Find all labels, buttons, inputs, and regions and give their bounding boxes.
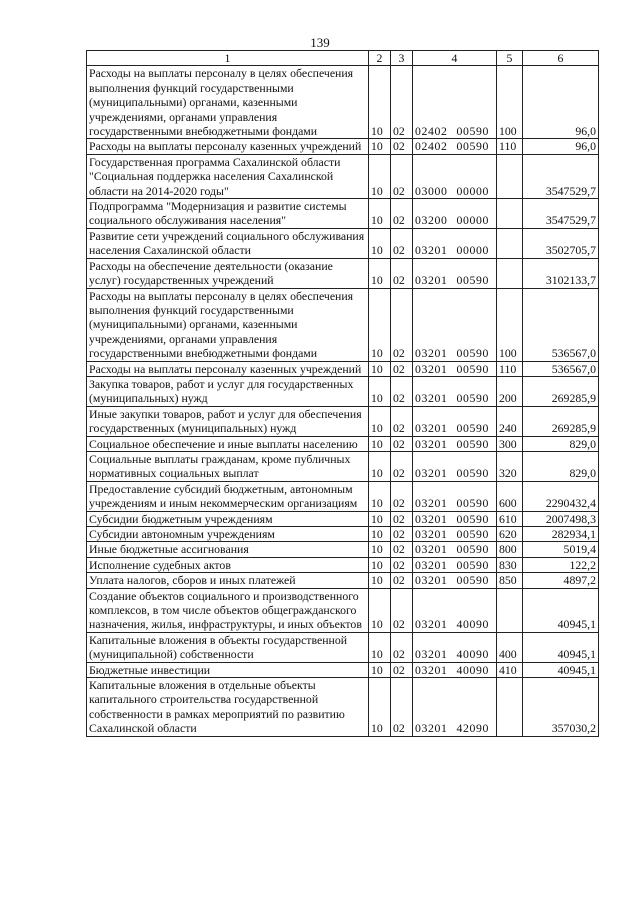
target-code-program: 03201 (415, 542, 448, 557)
amount-cell: 269285,9 (523, 376, 599, 406)
target-code-cell (413, 361, 497, 376)
table-row (87, 288, 599, 361)
subsection-code-cell: 02 (391, 557, 413, 572)
amount-cell: 269285,9 (523, 406, 599, 436)
amount-cell: 5019,4 (523, 542, 599, 557)
expense-type-cell: 300 (497, 436, 523, 451)
section-code-cell: 10 (369, 481, 391, 511)
target-code-cell (413, 678, 497, 737)
target-code-program: 03201 (415, 346, 448, 361)
expense-name-cell: Расходы на выплаты персоналу казенных учреждений (87, 139, 369, 154)
target-code-program: 03201 (415, 662, 448, 677)
target-code-program: 03201 (415, 421, 448, 436)
amount-cell: 536567,0 (523, 288, 599, 361)
expense-name-cell: Расходы на выплаты персоналу в целях обеспечения выполнения функций государственными (муниципальными) органами, казенными учреждениями, органами управления государственными внебюджетными фондами (87, 288, 369, 361)
column-header: 4 (413, 51, 497, 66)
subsection-code-cell: 02 (391, 573, 413, 588)
expense-name-cell: Расходы на обеспечение деятельности (оказание услуг) государственных учреждений (87, 258, 369, 288)
amount-cell: 282934,1 (523, 527, 599, 542)
section-code-cell: 10 (369, 573, 391, 588)
section-code-cell: 10 (369, 542, 391, 557)
table-row (87, 361, 599, 376)
expense-type-cell: 830 (497, 557, 523, 572)
target-code-direction: 00590 (456, 511, 489, 526)
section-code-cell: 10 (369, 588, 391, 632)
table-row (87, 406, 599, 436)
target-code-cell (413, 511, 497, 526)
amount-cell: 96,0 (523, 139, 599, 154)
expense-type-cell (497, 199, 523, 229)
target-code-cell (413, 542, 497, 557)
expense-name-cell: Государственная программа Сахалинской области "Социальная поддержка населения Сахалинской области на 2014-2020 годы" (87, 154, 369, 198)
expense-type-cell: 100 (497, 288, 523, 361)
table-row (87, 632, 599, 662)
subsection-code-cell: 02 (391, 288, 413, 361)
target-code-cell (413, 481, 497, 511)
target-code-cell (413, 66, 497, 139)
target-code-program: 03201 (415, 617, 448, 632)
expense-type-cell: 100 (497, 66, 523, 139)
target-code-program: 03201 (415, 647, 448, 662)
expense-type-cell (497, 258, 523, 288)
target-code-direction: 00590 (456, 573, 489, 588)
table-row (87, 678, 599, 737)
target-code-cell (413, 406, 497, 436)
section-code-cell: 10 (369, 288, 391, 361)
table-row (87, 228, 599, 258)
target-code-cell (413, 557, 497, 572)
table-row (87, 258, 599, 288)
expense-type-cell: 610 (497, 511, 523, 526)
table-row (87, 588, 599, 632)
section-code-cell: 10 (369, 139, 391, 154)
subsection-code-cell: 02 (391, 632, 413, 662)
expense-name-cell: Подпрограмма "Модернизация и развитие системы социального обслуживания населения" (87, 199, 369, 229)
target-code-direction: 00590 (456, 361, 489, 376)
target-code-cell (413, 436, 497, 451)
section-code-cell: 10 (369, 199, 391, 229)
section-code-cell: 10 (369, 527, 391, 542)
target-code-cell (413, 288, 497, 361)
subsection-code-cell: 02 (391, 588, 413, 632)
amount-cell: 357030,2 (523, 678, 599, 737)
expense-type-cell (497, 228, 523, 258)
target-code-cell (413, 199, 497, 229)
target-code-program: 03201 (415, 573, 448, 588)
expense-name-cell: Предоставление субсидий бюджетным, автономным учреждениям и иным некоммерческим организациям (87, 481, 369, 511)
target-code-direction: 00000 (456, 243, 489, 258)
expense-type-cell: 620 (497, 527, 523, 542)
target-code-program: 03201 (415, 361, 448, 376)
expense-type-cell: 240 (497, 406, 523, 436)
amount-cell: 2290432,4 (523, 481, 599, 511)
target-code-direction: 42090 (456, 721, 489, 736)
table-row (87, 511, 599, 526)
subsection-code-cell: 02 (391, 361, 413, 376)
target-code-cell (413, 662, 497, 677)
subsection-code-cell: 02 (391, 199, 413, 229)
subsection-code-cell: 02 (391, 228, 413, 258)
target-code-program: 03201 (415, 243, 448, 258)
target-code-direction: 00590 (456, 139, 489, 154)
subsection-code-cell: 02 (391, 376, 413, 406)
target-code-cell (413, 451, 497, 481)
expense-name-cell: Капитальные вложения в отдельные объекты капитального строительства государственной собственности в рамках мероприятий по развитию Сахалинской области (87, 678, 369, 737)
table-row (87, 527, 599, 542)
target-code-program: 03201 (415, 436, 448, 451)
amount-cell: 2007498,3 (523, 511, 599, 526)
target-code-cell (413, 632, 497, 662)
target-code-cell (413, 228, 497, 258)
table-row (87, 436, 599, 451)
target-code-direction: 00000 (456, 213, 489, 228)
expense-type-cell: 200 (497, 376, 523, 406)
target-code-cell (413, 139, 497, 154)
amount-cell: 40945,1 (523, 662, 599, 677)
target-code-cell (413, 376, 497, 406)
target-code-cell (413, 527, 497, 542)
subsection-code-cell: 02 (391, 406, 413, 436)
table-row (87, 573, 599, 588)
table-row (87, 66, 599, 139)
target-code-program: 03201 (415, 721, 448, 736)
target-code-direction: 00590 (456, 496, 489, 511)
target-code-program: 02402 (415, 124, 448, 139)
section-code-cell: 10 (369, 406, 391, 436)
table-row (87, 662, 599, 677)
expense-name-cell: Развитие сети учреждений социального обслуживания населения Сахалинской области (87, 228, 369, 258)
amount-cell: 40945,1 (523, 632, 599, 662)
section-code-cell: 10 (369, 66, 391, 139)
expense-type-cell: 850 (497, 573, 523, 588)
budget-table (86, 50, 599, 737)
target-code-program: 03201 (415, 466, 448, 481)
expense-name-cell: Создание объектов социального и производственного комплексов, в том числе объектов общегражданского назначения, жилья, инфраструктуры, и иных объектов (87, 588, 369, 632)
target-code-direction: 00590 (456, 542, 489, 557)
target-code-direction: 00590 (456, 124, 489, 139)
expense-type-cell (497, 588, 523, 632)
target-code-direction: 00590 (456, 466, 489, 481)
expense-name-cell: Капитальные вложения в объекты государственной (муниципальной) собственности (87, 632, 369, 662)
subsection-code-cell: 02 (391, 451, 413, 481)
target-code-cell (413, 573, 497, 588)
table-row (87, 542, 599, 557)
expense-name-cell: Иные закупки товаров, работ и услуг для обеспечения государственных (муниципальных) нужд (87, 406, 369, 436)
section-code-cell: 10 (369, 361, 391, 376)
amount-cell: 536567,0 (523, 361, 599, 376)
target-code-direction: 00590 (456, 391, 489, 406)
target-code-direction: 00590 (456, 557, 489, 572)
section-code-cell: 10 (369, 632, 391, 662)
target-code-program: 03200 (415, 213, 448, 228)
section-code-cell: 10 (369, 678, 391, 737)
target-code-program: 02402 (415, 139, 448, 154)
target-code-program: 03201 (415, 391, 448, 406)
table-row (87, 451, 599, 481)
subsection-code-cell: 02 (391, 542, 413, 557)
section-code-cell: 10 (369, 258, 391, 288)
subsection-code-cell: 02 (391, 481, 413, 511)
column-header: 6 (523, 51, 599, 66)
target-code-direction: 00590 (456, 527, 489, 541)
expense-name-cell: Субсидии бюджетным учреждениям (87, 511, 369, 526)
section-code-cell: 10 (369, 557, 391, 572)
target-code-direction: 00590 (456, 273, 489, 288)
page-number: 139 (310, 35, 330, 50)
target-code-program: 03201 (415, 273, 448, 288)
target-code-cell (413, 258, 497, 288)
expense-type-cell: 410 (497, 662, 523, 677)
target-code-program: 03201 (415, 511, 448, 526)
target-code-direction: 00000 (456, 183, 489, 198)
amount-cell: 3547529,7 (523, 199, 599, 229)
target-code-cell (413, 588, 497, 632)
target-code-direction: 00590 (456, 436, 489, 451)
table-row (87, 154, 599, 198)
target-code-direction: 40090 (456, 647, 489, 662)
amount-cell: 96,0 (523, 66, 599, 139)
expense-type-cell: 400 (497, 632, 523, 662)
expense-name-cell: Расходы на выплаты персоналу казенных учреждений (87, 361, 369, 376)
amount-cell: 4897,2 (523, 573, 599, 588)
target-code-direction: 40090 (456, 617, 489, 632)
section-code-cell: 10 (369, 154, 391, 198)
column-header: 5 (497, 51, 523, 66)
target-code-direction: 40090 (456, 662, 489, 677)
subsection-code-cell: 02 (391, 511, 413, 526)
expense-type-cell: 320 (497, 451, 523, 481)
section-code-cell: 10 (369, 436, 391, 451)
expense-name-cell: Уплата налогов, сборов и иных платежей (87, 573, 369, 588)
target-code-direction: 00590 (456, 421, 489, 436)
table-row (87, 376, 599, 406)
target-code-cell (413, 154, 497, 198)
section-code-cell: 10 (369, 451, 391, 481)
expense-type-cell: 110 (497, 139, 523, 154)
column-header: 1 (87, 51, 369, 66)
expense-type-cell (497, 154, 523, 198)
section-code-cell: 10 (369, 511, 391, 526)
expense-type-cell: 800 (497, 542, 523, 557)
amount-cell: 829,0 (523, 451, 599, 481)
amount-cell: 3502705,7 (523, 228, 599, 258)
amount-cell: 40945,1 (523, 588, 599, 632)
table-row (87, 139, 599, 154)
table-row (87, 557, 599, 572)
subsection-code-cell: 02 (391, 678, 413, 737)
section-code-cell: 10 (369, 376, 391, 406)
table-header-row (87, 51, 599, 66)
target-code-program: 03000 (415, 183, 448, 198)
expense-name-cell: Бюджетные инвестиции (87, 662, 369, 677)
section-code-cell: 10 (369, 228, 391, 258)
subsection-code-cell: 02 (391, 436, 413, 451)
target-code-program: 03201 (415, 557, 448, 572)
subsection-code-cell: 02 (391, 154, 413, 198)
expense-name-cell: Субсидии автономным учреждениям (87, 527, 369, 542)
table-row (87, 199, 599, 229)
amount-cell: 3102133,7 (523, 258, 599, 288)
target-code-program: 03201 (415, 527, 448, 541)
expense-name-cell: Социальные выплаты гражданам, кроме публичных нормативных социальных выплат (87, 451, 369, 481)
expense-type-cell: 600 (497, 481, 523, 511)
expense-name-cell: Расходы на выплаты персоналу в целях обеспечения выполнения функций государственными (муниципальными) органами, казенными учреждениями, органами управления государственными внебюджетными фондами (87, 66, 369, 139)
amount-cell: 829,0 (523, 436, 599, 451)
expense-name-cell: Исполнение судебных актов (87, 557, 369, 572)
expense-name-cell: Закупка товаров, работ и услуг для государственных (муниципальных) нужд (87, 376, 369, 406)
subsection-code-cell: 02 (391, 66, 413, 139)
amount-cell: 122,2 (523, 557, 599, 572)
subsection-code-cell: 02 (391, 527, 413, 542)
expense-name-cell: Иные бюджетные ассигнования (87, 542, 369, 557)
section-code-cell: 10 (369, 662, 391, 677)
target-code-program: 03201 (415, 496, 448, 511)
target-code-direction: 00590 (456, 346, 489, 361)
subsection-code-cell: 02 (391, 139, 413, 154)
table-row (87, 481, 599, 511)
expense-type-cell (497, 678, 523, 737)
expense-type-cell: 110 (497, 361, 523, 376)
subsection-code-cell: 02 (391, 258, 413, 288)
column-header: 3 (391, 51, 413, 66)
subsection-code-cell: 02 (391, 662, 413, 677)
expense-name-cell: Социальное обеспечение и иные выплаты населению (87, 436, 369, 451)
column-header: 2 (369, 51, 391, 66)
amount-cell: 3547529,7 (523, 154, 599, 198)
